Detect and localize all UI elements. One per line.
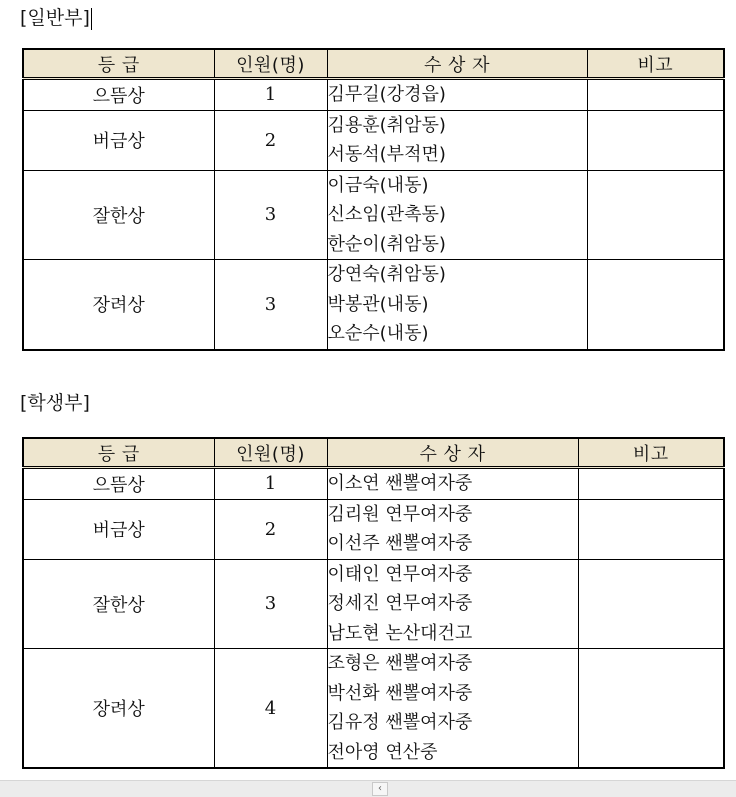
count-cell: 4 — [214, 649, 327, 769]
winners-cell — [327, 110, 587, 170]
winners-cell — [327, 649, 578, 769]
table-row — [23, 559, 724, 649]
student-section-title — [20, 391, 90, 415]
note-cell — [587, 260, 724, 350]
count-cell: 3 — [214, 170, 327, 260]
grade-cell: 장려상 — [23, 649, 214, 769]
table-row — [23, 499, 724, 559]
general-section-title-text: [일반부] — [20, 7, 90, 29]
header-winners: 수 상 자 — [327, 49, 587, 79]
winners-cell — [327, 468, 578, 500]
winner-name: 박봉관(내동) — [327, 293, 429, 315]
header-note: 비고 — [578, 438, 724, 468]
grade-cell: 버금상 — [23, 110, 214, 170]
winner-name: 서동석(부적면) — [327, 144, 446, 165]
table-row — [23, 110, 724, 170]
winner-name: 이금숙(내동) — [327, 174, 429, 196]
winner-name: 신소임(관촉동) — [327, 204, 446, 225]
count-cell: 2 — [214, 110, 327, 170]
winner-name: 김무길(강경읍) — [327, 84, 446, 105]
table-row — [23, 79, 724, 111]
winner-name: 오순수(내동) — [327, 323, 429, 344]
winner-name: 이선주 쌘뽈여자중 — [327, 533, 473, 554]
grade-cell: 으뜸상 — [23, 79, 214, 111]
grade-cell: 잘한상 — [23, 170, 214, 260]
table-header-row — [23, 438, 724, 468]
note-cell — [587, 110, 724, 170]
winner-name: 김리원 연무여자중 — [327, 503, 473, 525]
winners-cell — [327, 559, 578, 649]
header-grade: 등 급 — [23, 49, 214, 79]
grade-cell: 으뜸상 — [23, 468, 214, 500]
count-cell: 3 — [214, 260, 327, 350]
count-cell: 3 — [214, 559, 327, 649]
general-awards-table — [22, 48, 725, 351]
winner-name: 한순이(취암동) — [327, 233, 446, 255]
header-count: 인원(명) — [214, 49, 327, 79]
student-awards-table — [22, 437, 725, 769]
scroll-left-arrow-icon[interactable]: ‹ — [372, 782, 388, 796]
table-row — [23, 170, 724, 260]
text-cursor — [91, 8, 92, 30]
table-row — [23, 649, 724, 769]
table-header-row — [23, 49, 724, 79]
note-cell — [578, 559, 724, 649]
winner-name: 전아영 연산중 — [327, 741, 438, 763]
winners-cell — [327, 170, 587, 260]
grade-cell: 잘한상 — [23, 559, 214, 649]
grade-cell: 장려상 — [23, 260, 214, 350]
winner-name: 남도현 논산대건고 — [327, 622, 473, 644]
note-cell — [578, 499, 724, 559]
note-cell — [578, 649, 724, 769]
table-row — [23, 468, 724, 500]
header-grade: 등 급 — [23, 438, 214, 468]
general-section-title — [20, 6, 92, 30]
count-cell: 1 — [214, 79, 327, 111]
student-section-title-text: [학생부] — [20, 392, 90, 414]
winners-cell — [327, 260, 587, 350]
winners-cell — [327, 499, 578, 559]
winner-name: 박선화 쌘뽈여자중 — [327, 682, 473, 704]
horizontal-scrollbar[interactable] — [0, 780, 736, 797]
table-row — [23, 260, 724, 350]
count-cell: 1 — [214, 468, 327, 500]
winner-name: 강연숙(취암동) — [327, 264, 446, 285]
winners-cell — [327, 79, 587, 111]
header-note: 비고 — [587, 49, 724, 79]
grade-cell: 버금상 — [23, 499, 214, 559]
winner-name: 정세진 연무여자중 — [327, 593, 473, 614]
note-cell — [587, 170, 724, 260]
header-count: 인원(명) — [214, 438, 327, 468]
winner-name: 김유정 쌘뽈여자중 — [327, 712, 473, 733]
winner-name: 이소연 쌘뽈여자중 — [327, 473, 473, 494]
winner-name: 조형은 쌘뽈여자중 — [327, 653, 473, 674]
note-cell — [578, 468, 724, 500]
winner-name: 이태인 연무여자중 — [327, 563, 473, 585]
winner-name: 김용훈(취암동) — [327, 114, 446, 136]
note-cell — [587, 79, 724, 111]
count-cell: 2 — [214, 499, 327, 559]
header-winners: 수 상 자 — [327, 438, 578, 468]
